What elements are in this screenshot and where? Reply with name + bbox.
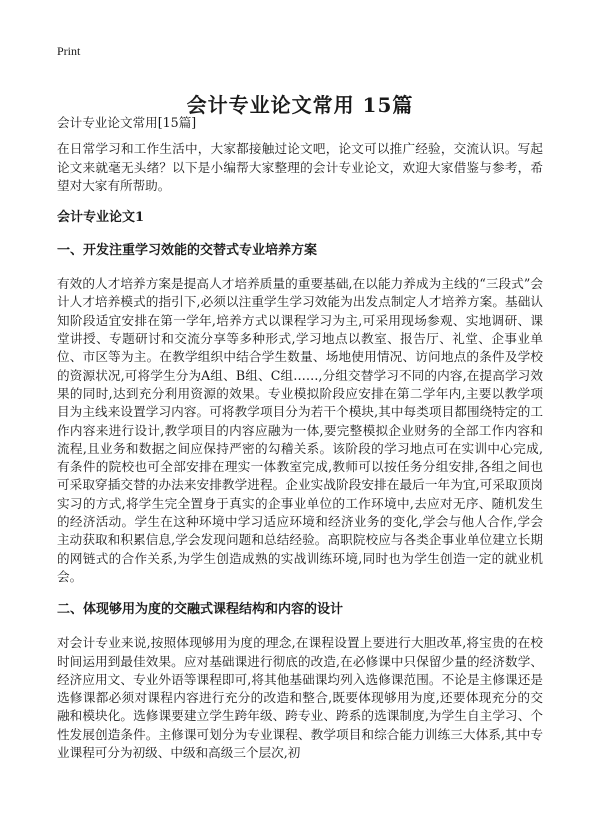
heading-one: 一、开发注重学习效能的交替式专业培养方案 xyxy=(57,243,318,259)
body-paragraph-one: 有效的人才培养方案是提高人才培养质量的重要基础,在以能力养成为主线的“三段式”会计人才培养模式的指引下,必须以注重学生学习效能为出发点制定人才培养方案。基础认知阶段适宜安排在第一学年,培养方式以课程学习为主,可采用现场参观、实地调研、课堂讲授、专题研讨和交流分享等多种形式,学习地点以教室、报告厅、礼堂、企事业单位、市区等为主。在教学组织中结合学生数量、场地使用情况、访问地点的条件及学校的资源状况,可将学生分为A组、B组、C组……,分组交替学习不同的内容,在提高学习效果的同时,达到充分利用资源的效果。专业模拟阶段应安排在第二学年内,主要以教学项目为主线来设置学习内容。可将教学项目分为若干个模块,其中每类项目都围绕特定的工作内容来进行设计,教学项目的内容应融为一体,要完整模拟企业财务的全部工作内容和流程,且业务和数据之间应保持严密的勾稽关系。该阶段的学习地点可在实训中心完成,有条件的院校也可全部安排在理实一体教室完成,教师可以按任务分组安排,各组之间也可采取穿插交替的办法来安排教学进程。企业实战阶段安排在最后一年为宜,可采取顶岗实习的方式,将学生完全置身于真实的企事业单位的工作环境中,去应对无序、随机发生的经济活动。学生在这种环境中学习适应环境和经济业务的变化,学会与他人合作,学会主动获取和积累信息,学会发现问题和总结经验。高职院校应与各类企事业单位建立长期的网链式的合作关系,为学生创造成熟的实战训练环境,同时也为学生创造一定的就业机会。 xyxy=(57,276,543,584)
print-label[interactable]: Print xyxy=(57,44,81,58)
document-body xyxy=(57,114,543,777)
document-subtitle: 会计专业论文常用[15篇] xyxy=(57,115,197,130)
document-title: 会计专业论文常用 15篇 xyxy=(186,93,414,118)
heading-two: 二、体现够用为度的交融式课程结构和内容的设计 xyxy=(57,602,344,618)
intro-paragraph: 在日常学习和工作生活中，大家都接触过论文吧，论文可以推广经验，交流认识。写起论文来就毫无头绪？以下是小编帮大家整理的会计专业论文，欢迎大家借鉴与参考，希望对大家有所帮助。 xyxy=(57,141,543,193)
body-paragraph-two: 对会计专业来说,按照体现够用为度的理念,在课程设置上要进行大胆改革,将宝贵的在校时间运用到最佳效果。应对基础课进行彻底的改造,在必修课中只保留少量的经济数学、经济应用文、专业外语等课程即可,将其他基础课均列入选修课范围。不论是主修课还是选修课都必须对课程内容进行充分的改造和整合,既要体现够用为度,还要体现充分的交融和模块化。选修课要建立学生跨年级、跨专业、跨系的选课制度,为学生自主学习、个性发展创造条件。主修课可划分为专业课程、教学项目和综合能力训练三大体系,其中专业课程可分为初级、中级和高级三个层次,初 xyxy=(57,635,543,761)
section-title: 会计专业论文1 xyxy=(57,210,145,226)
